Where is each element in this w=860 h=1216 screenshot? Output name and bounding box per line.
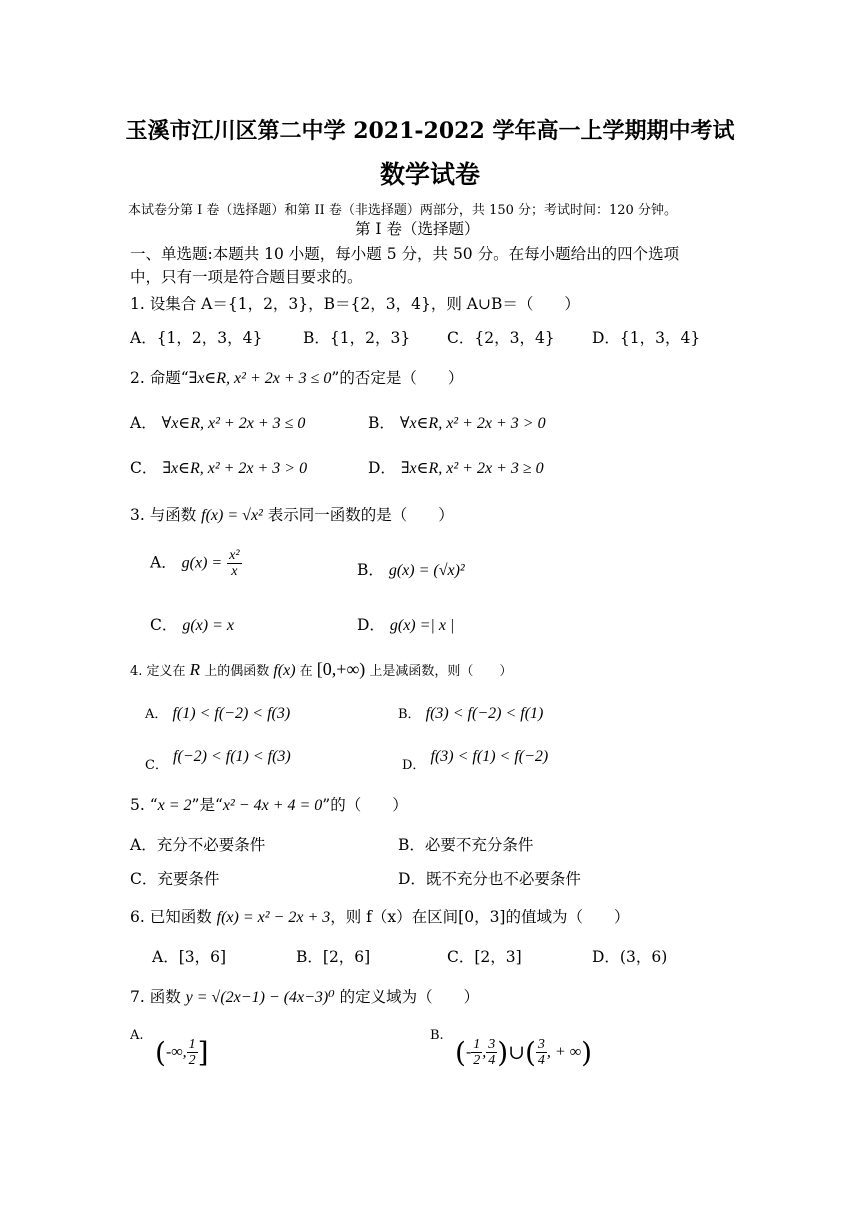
- paren-open: (: [155, 1036, 166, 1069]
- question-7-prefix: 7. 函数: [130, 988, 186, 1006]
- fraction-numerator: 1: [188, 1037, 196, 1052]
- option-c-label: C．: [145, 758, 168, 773]
- question-3-option-d: [357, 613, 454, 635]
- question-4-option-d: [402, 746, 549, 773]
- question-4-stem: [130, 659, 512, 680]
- question-1-option-b: B．{1，2，3}: [303, 329, 411, 347]
- question-3-math: f(x) = √x²: [201, 507, 263, 524]
- question-5-math-2: x² − 4x + 4 = 0: [222, 797, 323, 814]
- exam-subtitle: 数学试卷: [379, 160, 480, 189]
- option-d-label: D．: [402, 758, 426, 773]
- question-5-stem: [130, 793, 408, 815]
- question-5-mid: ”是“: [191, 796, 223, 814]
- option-a-label: A．: [145, 707, 168, 722]
- question-3-stem: [130, 503, 454, 525]
- option-d-label: D．: [357, 616, 385, 634]
- option-b-fraction-3: [536, 1037, 547, 1068]
- option-c-label: C．: [150, 616, 178, 634]
- fraction-denominator: 4: [537, 1053, 545, 1068]
- question-1-option-c: C．{2，3，4}: [447, 329, 555, 347]
- question-2-prefix: 2. 命题“: [130, 369, 189, 387]
- question-2-option-c: [130, 456, 307, 478]
- question-3-option-b: [357, 558, 465, 580]
- option-a-math: ∀x∈R, x² + 2x + 3 ≤ 0: [161, 415, 306, 432]
- question-7-option-a-label: A.: [130, 1028, 144, 1043]
- question-2-suffix: ”的否定是（ ）: [331, 369, 464, 387]
- paren-close: ): [497, 1036, 509, 1069]
- option-b-math: f(3) < f(−2) < f(1): [425, 705, 544, 722]
- question-4-mid2: 在: [295, 664, 317, 679]
- option-a-label: A．: [130, 414, 157, 432]
- option-b-math: ∀x∈R, x² + 2x + 3 > 0: [399, 415, 546, 432]
- section-heading-line2: 中，只有一项是符合题目要求的。: [130, 268, 363, 286]
- question-2-option-a: [130, 411, 305, 433]
- question-7-suffix: 的定义域为（ ）: [334, 988, 480, 1006]
- question-5-option-d: D．既不充分也不必要条件: [398, 870, 581, 888]
- fraction-denominator: 4: [488, 1053, 496, 1068]
- question-1-option-d: D．{1，3，4}: [592, 329, 701, 347]
- question-6-suffix: ，则 f（x）在区间[0，3]的值域为（ ）: [330, 908, 630, 926]
- question-1-stem: [130, 292, 580, 314]
- question-6-option-c: C．[2，3]: [447, 948, 522, 966]
- option-b-tail: , + ∞: [546, 1043, 582, 1061]
- fraction-denominator: 2: [188, 1053, 196, 1068]
- question-4-interval: [0,+∞): [316, 659, 366, 679]
- question-7-option-b-label: B.: [430, 1028, 444, 1043]
- question-7-math: y = √(2x−1) − (4x−3)⁰: [185, 989, 335, 1006]
- option-a-label: A．: [150, 553, 177, 572]
- question-6-math: f(x) = x² − 2x + 3: [216, 909, 331, 926]
- question-6-option-a: A．[3，6]: [152, 948, 227, 966]
- option-a-lhs: g(x) =: [181, 554, 223, 572]
- paren-open: (: [455, 1036, 466, 1069]
- option-c-math: ∃x∈R, x² + 2x + 3 > 0: [162, 460, 308, 477]
- question-4-option-b: [398, 703, 543, 723]
- option-d-math: ∃x∈R, x² + 2x + 3 ≥ 0: [400, 460, 544, 477]
- option-d-math: f(3) < f(1) < f(−2): [430, 748, 549, 765]
- question-2-math: ∃x∈R, x² + 2x + 3 ≤ 0: [188, 370, 332, 387]
- paren-close: ): [581, 1036, 593, 1069]
- question-1-option-a: A．{1，2，3，4}: [130, 329, 263, 347]
- option-c-math: g(x) = x: [182, 617, 234, 634]
- question-6-option-d: D．(3，6): [592, 948, 668, 966]
- option-d-label: D．: [368, 459, 396, 477]
- question-7-stem: [130, 985, 479, 1007]
- question-6-stem: [130, 905, 629, 927]
- question-2-option-d: [368, 456, 544, 478]
- question-7-option-a: [155, 1036, 209, 1069]
- option-a-fraction: [187, 1037, 198, 1068]
- option-b-label: B．: [398, 707, 421, 722]
- question-1-prefix: 1. 设集合: [130, 295, 202, 313]
- question-7-option-b: [455, 1036, 592, 1069]
- fraction-denominator: x: [231, 564, 238, 579]
- question-5-suffix: ”的（ ）: [322, 796, 408, 814]
- fraction-numerator: x²: [229, 548, 240, 563]
- question-3-option-c: [150, 613, 234, 635]
- question-6-option-b: B．[2，6]: [296, 948, 371, 966]
- paren-open: (: [524, 1036, 536, 1069]
- bracket-close: ]: [197, 1036, 209, 1069]
- option-b-fraction-2: [486, 1037, 497, 1068]
- fraction-numerator: 3: [537, 1037, 545, 1052]
- question-5-option-b: B．必要不充分条件: [398, 836, 534, 854]
- comma: ,: [482, 1043, 487, 1061]
- question-4-mid: 上的偶函数: [200, 664, 274, 679]
- fraction-denominator: 2: [473, 1053, 481, 1068]
- question-4-option-c: [145, 746, 291, 773]
- option-a-lower-bound: -∞,: [165, 1043, 187, 1061]
- question-3-prefix: 3. 与函数: [130, 506, 202, 524]
- minus-sign: -: [465, 1043, 472, 1061]
- question-5-prefix: 5. “: [130, 796, 158, 814]
- option-b-math: g(x) = (√x)²: [388, 562, 465, 579]
- question-6-prefix: 6. 已知函数: [130, 908, 217, 926]
- question-3-suffix: 表示同一函数的是（ ）: [262, 506, 454, 524]
- exam-instructions: 本试卷分第 I 卷（选择题）和第 II 卷（非选择题）两部分，共 150 分；考试时间：120 分钟。: [128, 203, 677, 218]
- question-2-option-b: [368, 411, 546, 433]
- question-4-fx: f(x): [273, 662, 296, 679]
- option-c-math: f(−2) < f(1) < f(3): [173, 748, 291, 765]
- question-4-suffix: 上是减函数，则（ ）: [365, 664, 513, 679]
- exam-title: 玉溪市江川区第二中学 2021-2022 学年高一上学期期中考试: [125, 118, 735, 144]
- option-c-label: C．: [130, 459, 158, 477]
- union-symbol: ∪: [508, 1042, 525, 1064]
- option-b-label: B．: [357, 561, 384, 579]
- option-d-math: g(x) =| x |: [389, 617, 455, 634]
- question-4-prefix: 4. 定义在: [130, 664, 190, 679]
- option-a-math: f(1) < f(−2) < f(3): [172, 705, 291, 722]
- question-5-option-a: A．充分不必要条件: [130, 836, 266, 854]
- question-3-option-a: [150, 548, 242, 579]
- question-5-math-1: x = 2: [157, 797, 192, 814]
- question-5-option-c: C．充要条件: [130, 870, 220, 888]
- question-4-r: R: [189, 660, 201, 679]
- fraction-numerator: 3: [488, 1037, 496, 1052]
- fraction-numerator: 1: [473, 1037, 481, 1052]
- section-heading-line1: 一、单选题:本题共 10 小题，每小题 5 分，共 50 分。在每小题给出的四个选项: [130, 245, 680, 263]
- option-b-fraction-1: [471, 1037, 482, 1068]
- question-2-stem: [130, 366, 463, 388]
- option-a-fraction: [227, 548, 241, 579]
- question-1-math: A＝{1，2，3}，B＝{2，3，4}，则 A∪B＝（ ）: [201, 295, 580, 313]
- part-title: 第 I 卷（选择题）: [355, 220, 480, 238]
- question-4-option-a: [145, 703, 290, 723]
- option-b-label: B．: [368, 414, 395, 432]
